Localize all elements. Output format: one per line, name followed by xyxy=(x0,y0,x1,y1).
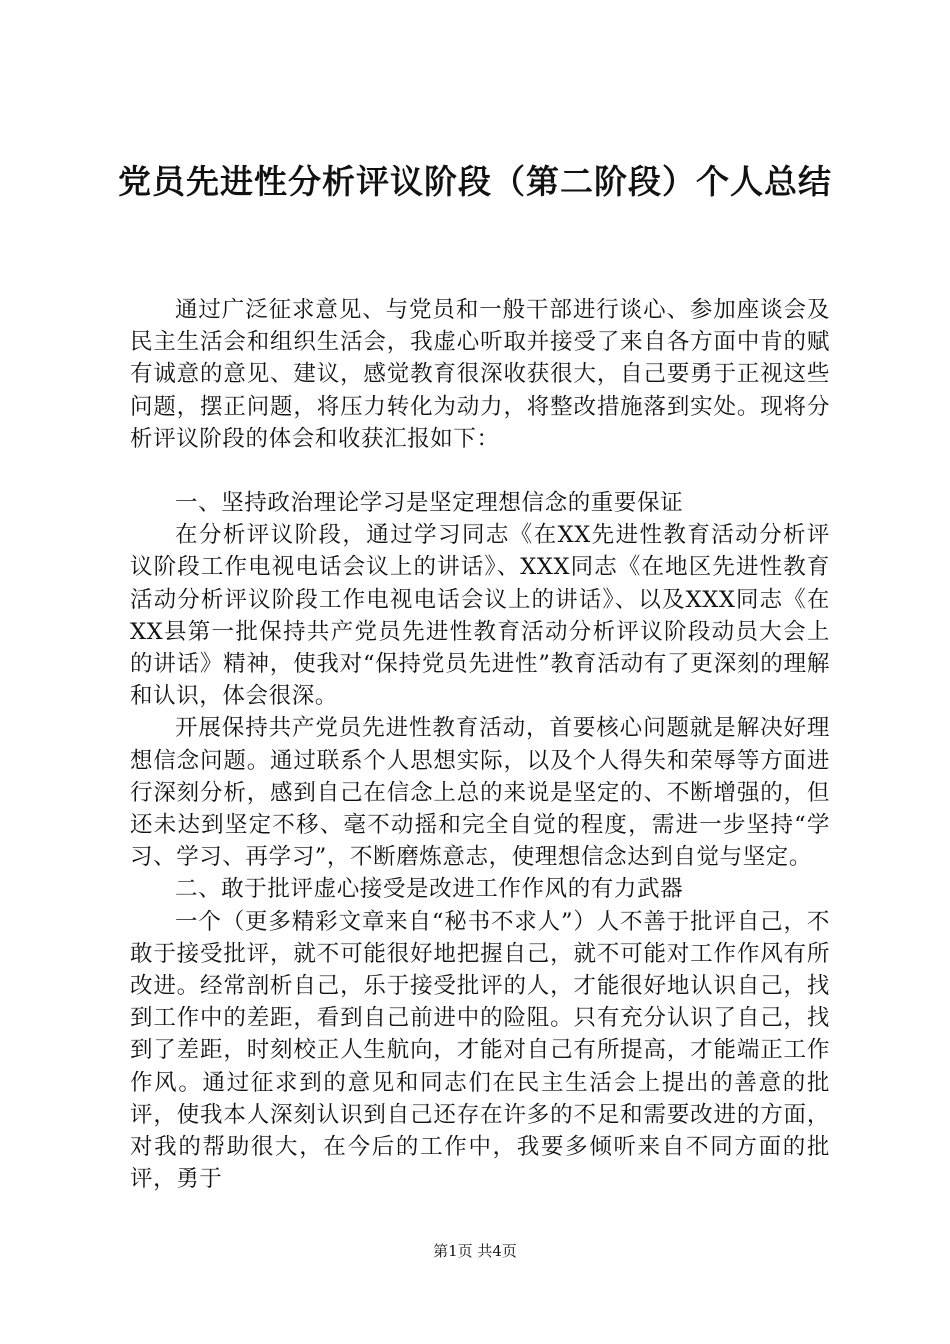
section-heading-2: 二、敢于批评虚心接受是改进工作作风的有力武器 xyxy=(175,876,684,903)
document-title: 党员先进性分析评议阶段（第二阶段）个人总结 xyxy=(118,162,832,201)
section-2-paragraph-1: 一个（更多精彩文章来自“秘书不求人”）人不善于批评自己，不敢于接受批评，就不可能很好地把握自己，就不可能对工作作风有所改进。经常剖析自己，乐于接受批评的人，才能很好地认识自己，找到工作中的差距，看到自己前进中的险阻。只有充分认识了自己，找到了差距，时刻校正人生航向，才能对自己有所提高，才能端正工作作风。通过征求到的意见和同志们在民主生活会上提出的善意的批评，使我本人深刻认识到自己还存在许多的不足和需要改进的方面，对我的帮助很大，在今后的工作中，我要多倾听来自不同方面的批评，勇于 xyxy=(130,908,830,1193)
intro-paragraph: 通过广泛征求意见、与党员和一般干部进行谈心、参加座谈会及民主生活会和组织生活会，我虚心听取并接受了来自各方面中肯的赋有诚意的意见、建议，感觉教育很深收获很大，自己要勇于正视这些问题，摆正问题，将压力转化为动力，将整改措施落到实处。现将分析评议阶段的体会和收获汇报如下： xyxy=(130,297,830,452)
document-body xyxy=(130,294,830,1195)
paragraph-spacer xyxy=(130,455,830,487)
section-1-paragraph-1: 在分析评议阶段，通过学习同志《在XX先进性教育活动分析评议阶段工作电视电话会议上的讲话》、XXX同志《在地区先进性教育活动分析评议阶段工作电视电话会议上的讲话》、以及XXX同志《在XX县第一批保持共产党员先进性教育活动分析评议阶段动员大会上的讲话》精神，使我对“保持党员先进性”教育活动有了更深刻的理解和认识，体会很深。 xyxy=(130,522,830,710)
section-heading-1: 一、坚持政治理论学习是坚定理想信念的重要保证 xyxy=(175,490,684,517)
page-number-footer: 第1页 共4页 xyxy=(433,1242,517,1260)
section-1-paragraph-2: 开展保持共产党员先进性教育活动，首要核心问题就是解决好理想信念问题。通过联系个人思想实际，以及个人得失和荣辱等方面进行深刻分析，感到自己在信念上总的来说是坚定的、不断增强的，但还未达到坚定不移、毫不动摇和完全自觉的程度，需进一步坚持“学习、学习、再学习”，不断磨炼意志，使理想信念达到自觉与坚定。 xyxy=(130,715,830,871)
